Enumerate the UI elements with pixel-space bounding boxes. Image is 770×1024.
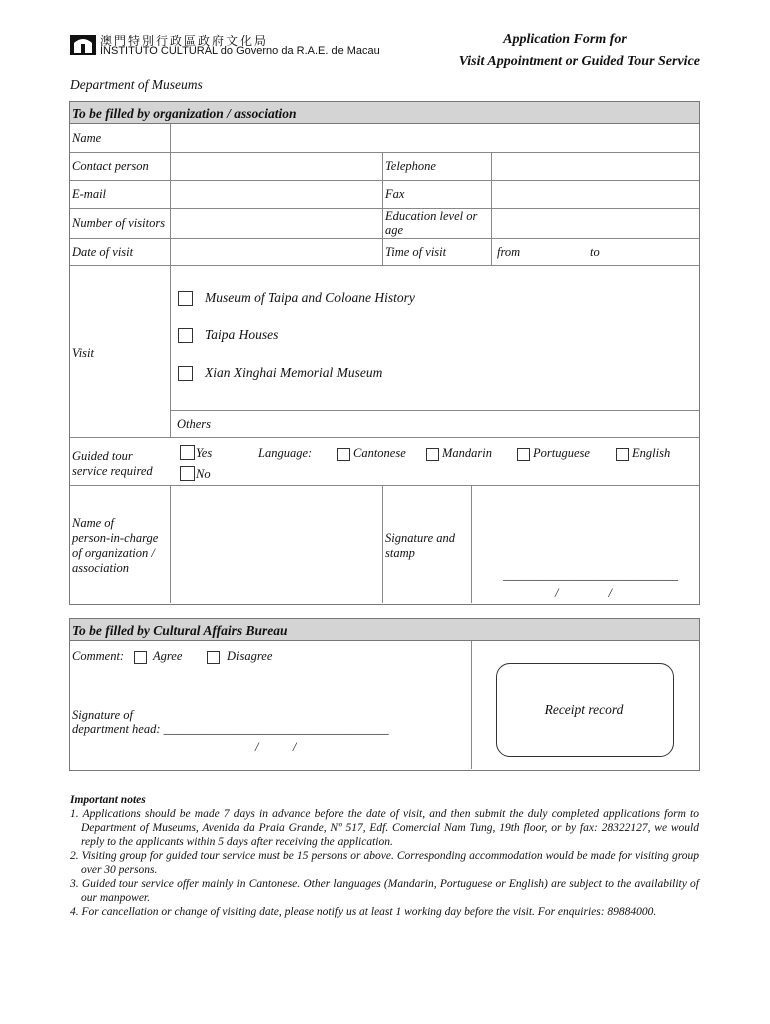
email-field[interactable] [172,182,380,206]
fax-field[interactable] [493,182,697,206]
mandarin-label: Mandarin [442,446,492,460]
guided-no-label: No [196,467,211,481]
department-label: Department of Museums [70,77,203,92]
logo-icon [70,35,96,55]
person-in-charge-field[interactable] [172,488,380,601]
agree-checkbox[interactable] [134,651,147,664]
time-to-label: to [590,245,600,259]
guided-yes-checkbox[interactable] [180,445,195,460]
visitors-field[interactable] [172,210,380,236]
agree-label: Agree [153,649,183,663]
note-1: 1. Applications should be made 7 days in advance before the date of visit, and then submit the duly completed applications form to Department of Museums, Avenida da Praia Grande, Nº 517, Edf. Comercial Nam Tung, 19th floor, or by fax: 28322127, we would reply to the applicants within 5 days after receiving the application. [70,808,699,848]
person-in-charge-label: Name of person-in-charge of organization / association [72,516,159,575]
telephone-field[interactable] [493,154,697,178]
visitors-label: Number of visitors [72,216,166,230]
section1-heading: To be filled by organization / association [72,106,297,121]
signature-stamp-label: Signature and stamp [385,531,456,560]
museum-taipa-coloane-label: Museum of Taipa and Coloane History [205,290,415,305]
important-notes [70,793,699,919]
education-field[interactable] [493,210,697,236]
taipa-houses-label: Taipa Houses [205,327,279,342]
xian-xinghai-checkbox[interactable] [178,366,193,381]
email-label: E-mail [72,187,107,201]
cantonese-label: Cantonese [353,446,406,460]
taipa-houses-checkbox[interactable] [178,328,193,343]
org-name: INSTITUTO CULTURAL do Governo da R.A.E. de Macau [100,45,380,57]
museum-taipa-coloane-checkbox[interactable] [178,291,193,306]
telephone-label: Telephone [385,159,436,173]
signature-date: / / [555,586,612,600]
receipt-record-label: Receipt record [544,702,624,717]
education-label: Education level or age [385,209,478,237]
notes-title: Important notes [70,794,146,806]
disagree-label: Disagree [227,649,273,663]
guided-tour-label: Guided tour service required [72,449,153,478]
disagree-checkbox[interactable] [207,651,220,664]
english-label: English [632,446,671,460]
visit-label: Visit [72,346,94,360]
mandarin-checkbox[interactable] [426,448,439,461]
department-head-date: / / [255,740,297,754]
english-checkbox[interactable] [616,448,629,461]
note-4: 4. For cancellation or change of visiting date, please notify us at least 1 working day before the visit. For enquiries: 89884000. [70,906,657,918]
section2-heading: To be filled by Cultural Affairs Bureau [72,623,288,638]
comment-label: Comment: [72,649,125,663]
xian-xinghai-label: Xian Xinghai Memorial Museum [205,365,383,380]
guided-no-checkbox[interactable] [180,466,195,481]
org-chinese-name: 澳門特別行政區政府文化局 [100,34,269,48]
date-of-visit-field[interactable] [172,240,380,264]
portuguese-label: Portuguese [533,446,590,460]
guided-yes-label: Yes [196,446,213,460]
others-field[interactable] [220,412,695,434]
name-label: Name [72,131,102,145]
signature-line: ____________________________ [503,568,678,582]
contact-person-field[interactable] [172,154,380,178]
note-3: 3. Guided tour service offer mainly in Cantonese. Other languages (Mandarin, Portuguese or English) are subject to the availability of our manpower. [70,878,699,904]
fax-label: Fax [385,187,405,201]
language-label: Language: [258,446,313,460]
form-title-line2: Visit Appointment or Guided Tour Service [458,54,700,69]
portuguese-checkbox[interactable] [517,448,530,461]
time-of-visit-label: Time of visit [385,245,447,259]
department-head-signature: Signature of department head: ____________________________________ [72,708,389,736]
contact-person-label: Contact person [72,159,149,173]
note-2: 2. Visiting group for guided tour service must be 15 persons or above. Corresponding accommodation would be made for visiting group over 30 persons. [70,850,699,876]
date-of-visit-label: Date of visit [72,245,134,259]
form-title-line1: Application Form for [503,32,627,47]
name-field[interactable] [172,126,696,150]
time-from-label: from [497,245,521,259]
others-label: Others [177,417,212,431]
cantonese-checkbox[interactable] [337,448,350,461]
